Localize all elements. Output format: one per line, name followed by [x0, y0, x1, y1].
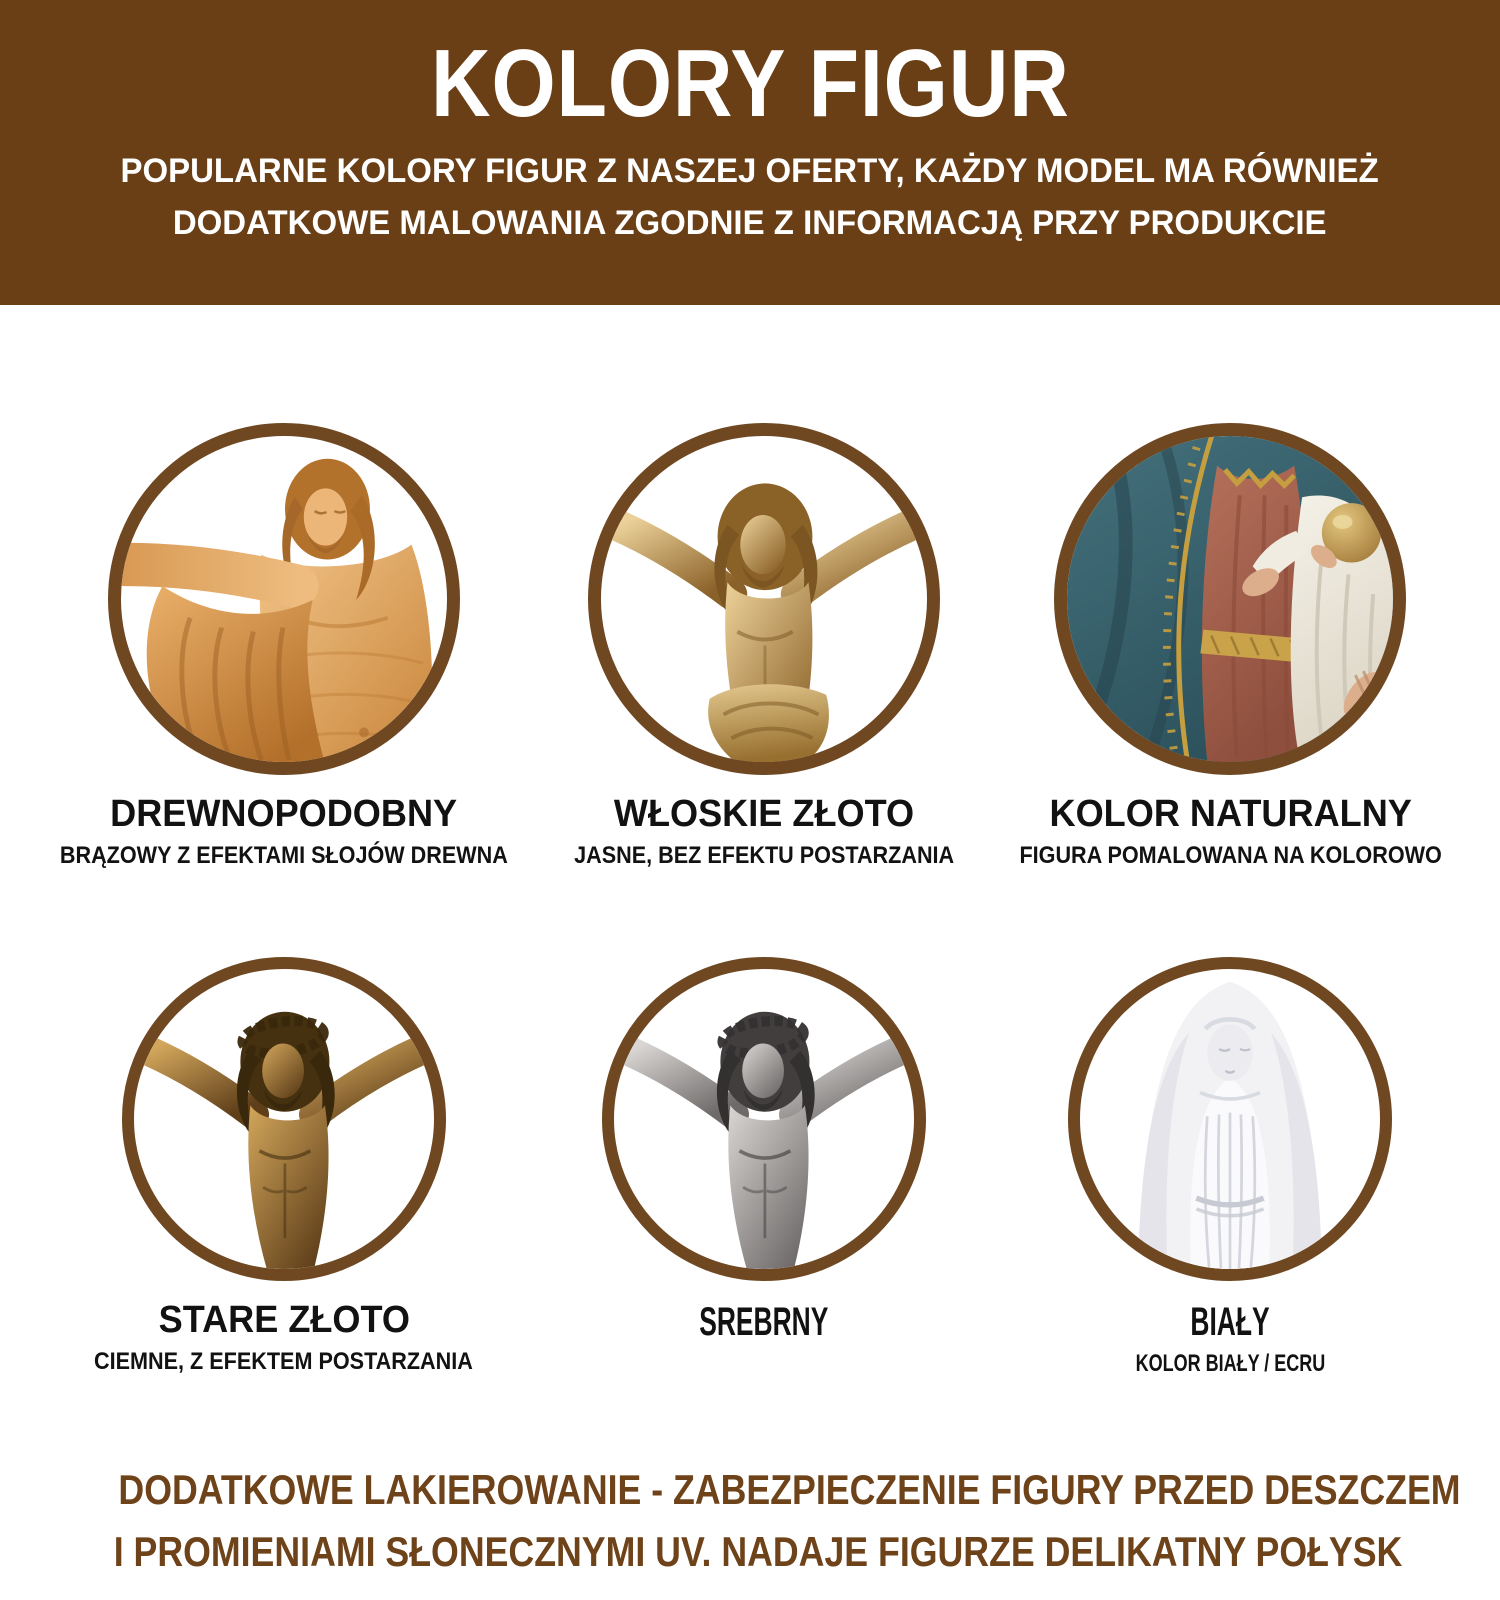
subtitle-line-2: DODATKOWE MALOWANIA ZGODNIE Z INFORMACJĄ PRZY PRODUKCIE — [173, 204, 1327, 243]
footer-line-2: I PROMIENIAMI SŁONECZNYMI UV. NADAJE FIGURZE DELIKATNY POŁYSK — [113, 1528, 1403, 1576]
swatch-photo-circle — [602, 957, 926, 1281]
swatch-photo-circle — [122, 957, 446, 1281]
swatch-caption — [533, 793, 996, 901]
swatch-description: CIEMNE, Z EFEKTEM POSTARZANIA — [94, 1347, 474, 1375]
swatch-label: SREBRNY — [699, 1300, 829, 1344]
swatch-grid — [0, 305, 1500, 1407]
page-title: KOLORY FIGUR — [430, 30, 1070, 137]
swatch-label: DREWNOPODOBNY — [110, 793, 458, 835]
swatch-label: WŁOSKIE ZŁOTO — [614, 793, 915, 835]
swatch-caption — [996, 1299, 1465, 1407]
footer-line-1: DODATKOWE LAKIEROWANIE - ZABEZPIECZENIE FIGURY PRZED DESZCZEM — [118, 1466, 1461, 1513]
swatch-bialy — [996, 957, 1465, 1407]
swatch-caption — [996, 793, 1465, 901]
swatch-description: KOLOR BIAŁY / ECRU — [1135, 1350, 1326, 1377]
silver-crucifix-corpus-image — [614, 969, 914, 1269]
swatch-description: FIGURA POMALOWANA NA KOLOROWO — [1019, 841, 1442, 869]
bright-gold-crucifix-corpus-image — [601, 436, 927, 762]
swatch-photo-circle — [588, 423, 940, 775]
swatch-drewnopodobny — [35, 423, 533, 901]
swatch-wloskie-zloto — [533, 423, 996, 901]
antique-gold-crucifix-corpus-image — [134, 969, 434, 1269]
header-banner — [0, 0, 1500, 305]
swatch-photo-circle — [1054, 423, 1406, 775]
white-virgin-mary-statue-image — [1080, 969, 1380, 1269]
swatch-label: BIAŁY — [1190, 1300, 1270, 1344]
swatch-description: BRĄZOWY Z EFEKTAMI SŁOJÓW DREWNA — [59, 841, 508, 869]
page-subtitle — [0, 145, 1500, 250]
swatch-description: JASNE, BEZ EFEKTU POSTARZANIA — [574, 841, 955, 869]
swatch-stare-zloto — [35, 957, 533, 1407]
swatch-srebrny — [533, 957, 996, 1407]
footer-note — [0, 1459, 1500, 1583]
painted-madonna-with-child-image — [1067, 436, 1393, 762]
swatch-photo-circle — [108, 423, 460, 775]
swatch-photo-circle — [1068, 957, 1392, 1281]
swatch-description — [533, 1350, 996, 1378]
wood-carved-jesus-statue-image — [121, 436, 447, 762]
swatch-label: STARE ZŁOTO — [158, 1299, 410, 1341]
swatch-label: KOLOR NATURALNY — [1049, 793, 1412, 835]
swatch-caption — [533, 1299, 996, 1407]
subtitle-line-1: POPULARNE KOLORY FIGUR Z NASZEJ OFERTY, KAŻDY MODEL MA RÓWNIEŻ — [120, 151, 1380, 190]
swatch-kolor-naturalny — [996, 423, 1465, 901]
swatch-caption — [35, 793, 533, 901]
swatch-caption — [35, 1299, 533, 1407]
